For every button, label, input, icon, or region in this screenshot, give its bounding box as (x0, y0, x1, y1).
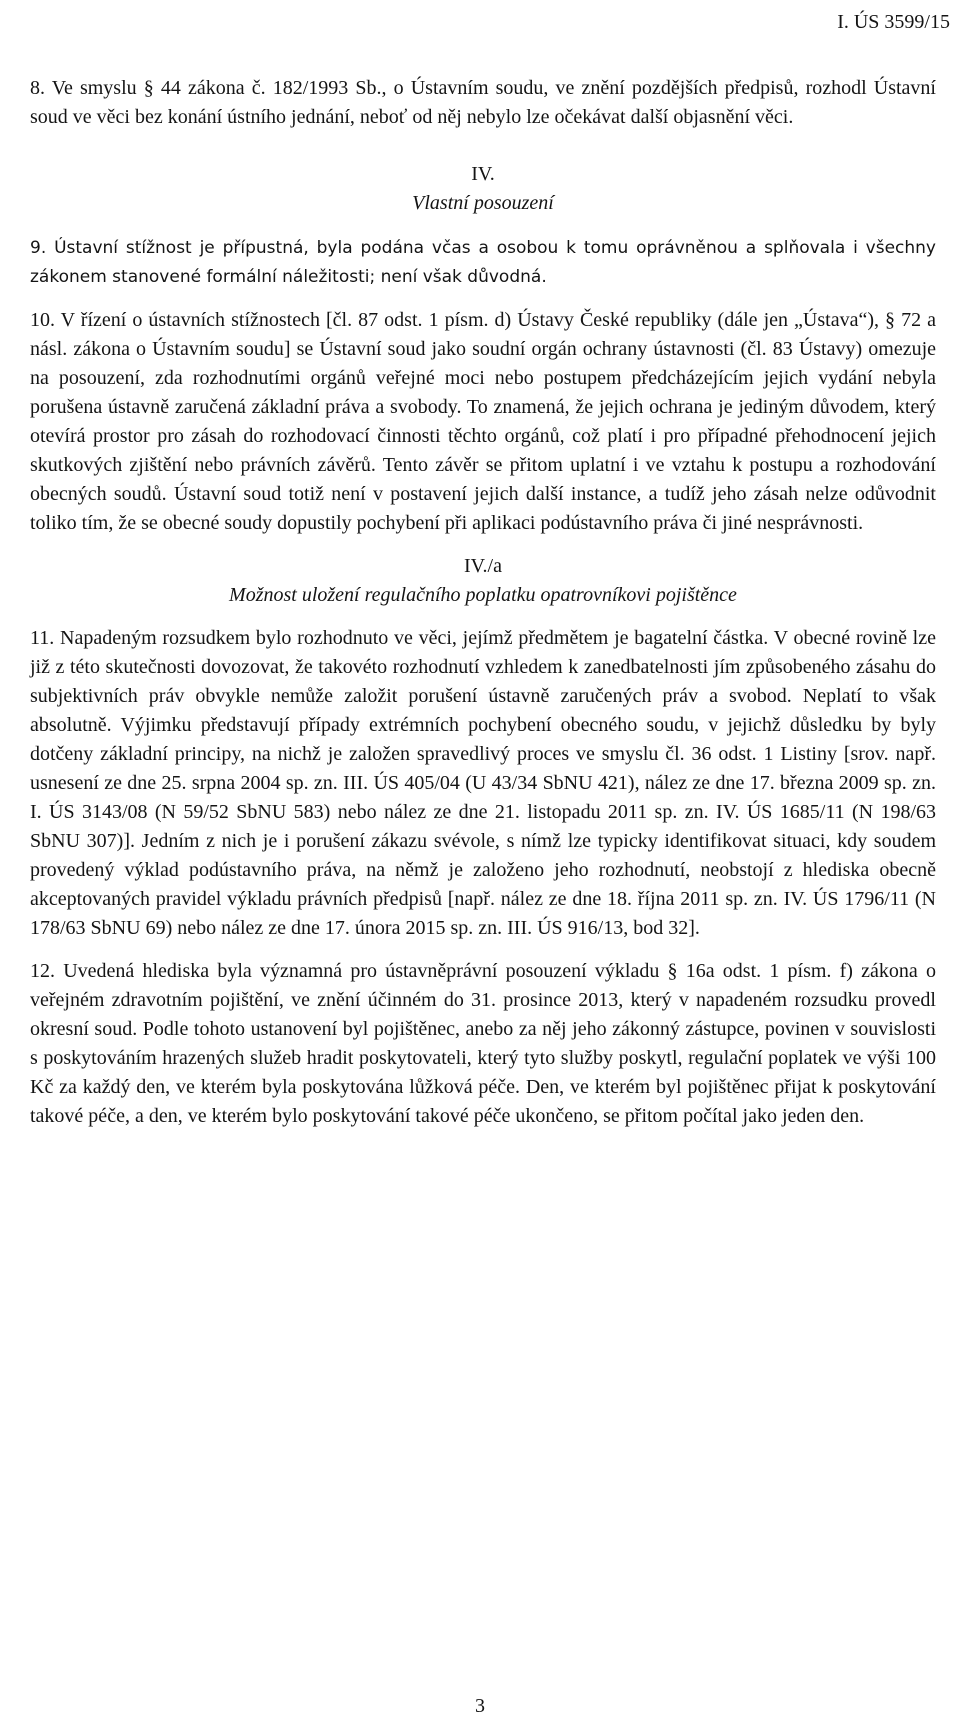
paragraph-8: 8. Ve smyslu § 44 zákona č. 182/1993 Sb., o Ústavním soudu, ve znění pozdějších předpisů, rozhodl Ústavní soud ve věci bez konání ústního jednání, neboť od něj nebylo lze očekávat další objasnění věci. (30, 77, 936, 128)
paragraph-11: 11. Napadeným rozsudkem bylo rozhodnuto ve věci, jejímž předmětem je bagatelní částka. V obecné rovině lze již z této skutečnosti dovozovat, že takovéto rozhodnutí vzhledem k zanedbatelnosti jím způsobeného zásahu do subjektivních práv obvykle nemůže založit porušení ústavně zaručených práv a svobod. Neplatí to však absolutně. Výjimku představují případy extrémních pochybení obecného soudu, v jejichž důsledku by byly dotčeny základní principy, na nichž je založen spravedlivý proces ve smyslu čl. 36 odst. 1 Listiny [srov. např. usnesení ze dne 25. srpna 2004 sp. zn. III. ÚS 405/04 (U 43/34 SbNU 421), nález ze dne 17. března 2009 sp. zn. I. ÚS 3143/08 (N 59/52 SbNU 583) nebo nález ze dne 21. listopadu 2011 sp. zn. IV. ÚS 1685/11 (N 198/63 SbNU 307)]. Jedním z nich je i porušení zákazu svévole, s nímž lze typicky identifikovat situaci, kdy soudem provedený výklad podústavního práva, na němž je založeno jeho rozhodnutí, neobstojí z hlediska obecně akceptovaných pravidel výkladu právních předpisů [např. nález ze dne 18. října 2011 sp. zn. IV. ÚS 1796/11 (N 178/63 SbNU 69) nebo nález ze dne 17. února 2015 sp. zn. III. ÚS 916/13, bod 32]. (30, 627, 936, 939)
section-iv-title: Vlastní posouzení (412, 192, 554, 214)
paragraph-9: 9. Ústavní stížnost je přípustná, byla podána včas a osobou k tomu oprávněnou a splňovala i všechny zákonem stanovené formální náležitosti; není však důvodná. (30, 238, 936, 287)
page-number: 3 (475, 1695, 485, 1717)
section-iva-number: IV./a (464, 555, 502, 577)
paragraph-10: 10. V řízení o ústavních stížnostech [čl. 87 odst. 1 písm. d) Ústavy České republiky (dále jen „Ústava“), § 72 a násl. zákona o Ústavním soudu] se Ústavní soud jako soudní orgán ochrany ústavnosti (čl. 83 Ústavy) omezuje na posouzení, zda rozhodnutími orgánů veřejné moci nebo postupem předcházejícím jejich vydání nebyla porušena ústavně zaručená základní práva a svobody. To znamená, že jejich ochrana je jediným důvodem, který otevírá prostor pro zásah do rozhodovací činnosti těchto orgánů, což platí i pro případné přehodnocení jejich skutkových zjištění nebo právních závěrů. Tento závěr se přitom uplatní i ve vztahu k postupu a rozhodování obecných soudů. Ústavní soud totiž není v postavení jejich další instance, a tudíž jeho zásah nelze odůvodnit toliko tím, že se obecné soudy dopustily pochybení při aplikaci podústavního práva či jiné nesprávnosti. (30, 309, 936, 534)
section-iva-title: Možnost uložení regulačního poplatku opatrovníkovi pojištěnce (229, 584, 737, 606)
section-iv-number: IV. (471, 163, 495, 185)
document-body (30, 74, 936, 1131)
case-number-header: I. ÚS 3599/15 (837, 11, 950, 33)
paragraph-12: 12. Uvedená hlediska byla významná pro ústavněprávní posouzení výkladu § 16a odst. 1 písm. f) zákona o veřejném zdravotním pojištění, ve znění účinném do 31. prosince 2013, který v napadeném rozsudku provedl okresní soud. Podle tohoto ustanovení byl pojištěnec, anebo za něj jeho zákonný zástupce, povinen v souvislosti s poskytováním hrazených služeb hradit poskytovateli, který tyto služby poskytl, regulační poplatek ve výši 100 Kč za každý den, ve kterém byla poskytována lůžková péče. Den, ve kterém byl pojištěnec přijat k poskytování takové péče, a den, ve kterém bylo poskytování takové péče ukončeno, se přitom počítal jako jeden den. (30, 960, 936, 1127)
